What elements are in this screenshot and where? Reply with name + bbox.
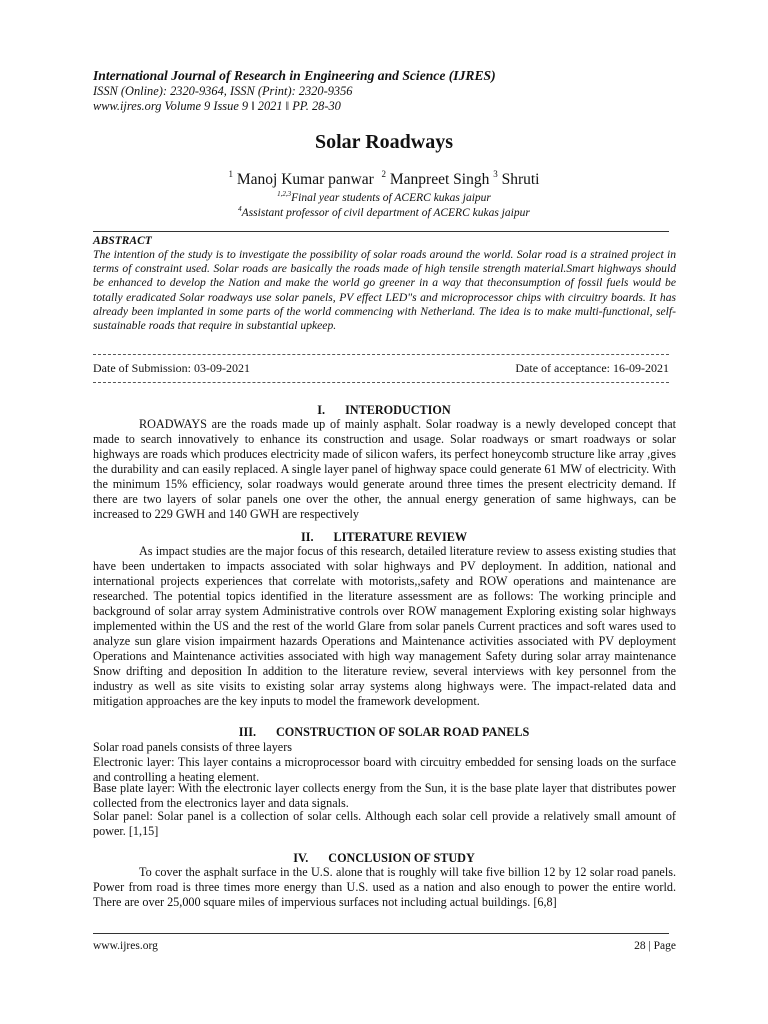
section-number: IV. <box>293 851 309 865</box>
affiliation-2-text: Assistant professor of civil department of ACERC kukas jaipur <box>241 207 530 219</box>
construction-paragraph-2: Electronic layer: This layer contains a microprocessor board with circuitry embedded for sensing loads on the surface and controlling a heating element. <box>93 755 676 784</box>
section-number: III. <box>238 725 256 739</box>
section-heading-construction <box>0 725 768 740</box>
affiliation-2-sup: 4 <box>238 205 242 213</box>
affiliation-2 <box>0 205 768 219</box>
author-2-sup: 2 <box>381 169 386 179</box>
affiliation-1-sup: 1,2,3 <box>277 190 292 198</box>
literature-review-paragraph: As impact studies are the major focus of this research, detailed literature review to assess existing studies that have been undertaken to impacts associated with solar highways and PV deployment. In addition, national and international projects experiences that correlate with motorists,,safety and ROW operations and maintenance are researched. The potential topics identified in the literature assessment are as follows: The working principle and background of solar array system Administrative controls over ROW management Exploring existing solar highways implemented within the US and the rest of the world Glare from solar panels Current practices and soft wares used to analyze sun glare vision impairment hazards Operations and Maintenance activities associated with PV deployment Operations and Maintenance activities associated with high way management Safety during solar array maintenance Snow drifting and deposition In addition to the literature review, several interviews with key personnel from the industry as well as site visits to existing solar array systems along highways were. The impact-related data and mitigation approaches are the key inputs to model the framework development. <box>93 544 676 708</box>
section-heading-conclusion <box>0 851 768 866</box>
section-title: CONSTRUCTION OF SOLAR ROAD PANELS <box>276 725 530 739</box>
affiliation-1 <box>0 190 768 204</box>
affiliation-1-text: Final year students of ACERC kukas jaipur <box>291 192 491 204</box>
section-number: I. <box>317 403 326 417</box>
abstract-top-rule <box>93 231 669 232</box>
abstract-text: The intention of the study is to investigate the possibility of solar roads around the world. Solar road is a strained project in terms of constraint used. Solar roads are basically the roads made of high tensile strength material.Smart highways should be enhanced to develop the Nation and make the world go greener in a way that theconsumption of fossil fuels would be totally eradicated Solar roadways use solar panels, PV effect LED"s and microprocessor chips with circuitry boards. It has already been implanted in some parts of the world commencing with Netherland. The idea is to make multi-functional, self-sustainable roads that require in substantial upkeep. <box>93 248 676 333</box>
footer-rule <box>93 933 669 934</box>
journal-name: International Journal of Research in Engineering and Science (IJRES) <box>93 68 496 83</box>
construction-paragraph-4: Solar panel: Solar panel is a collection of solar cells. Although each solar cell provide a relatively small amount of power. [1,15] <box>93 809 676 838</box>
paper-title: Solar Roadways <box>315 131 453 153</box>
footer-url[interactable]: www.ijres.org <box>93 940 158 952</box>
abstract-heading: ABSTRACT <box>93 235 152 247</box>
page-footer <box>93 940 676 952</box>
conclusion-paragraph: To cover the asphalt surface in the U.S. alone that is roughly will take five billion 12 by 12 solar road panels. Power from road is three times more energy than U.S. used as a nation and also enough to power the entire world. There are over 25,000 square miles of impervious surfaces not including actual buildings. [6,8] <box>93 865 676 909</box>
section-title: INTERODUCTION <box>345 403 451 417</box>
construction-paragraph-3: Base plate layer: With the electronic layer collects energy from the Sun, it is the base plate layer that distributes power collected from the electronics layer and data signals. <box>93 781 676 810</box>
section-heading-introduction <box>0 403 768 418</box>
journal-issue: www.ijres.org Volume 9 Issue 9 ǁ 2021 ǁ PP. 28-30 <box>93 99 341 113</box>
dates-row <box>93 361 669 376</box>
construction-paragraph-1: Solar road panels consists of three layers <box>93 740 293 754</box>
section-title: CONCLUSION OF STUDY <box>328 851 475 865</box>
page-number: 28 | Page <box>634 940 676 952</box>
journal-issn: ISSN (Online): 2320-9364, ISSN (Print): 2320-9356 <box>93 84 353 98</box>
author-1-sup: 1 <box>228 169 233 179</box>
dashed-divider-top <box>93 354 669 355</box>
author-list <box>0 169 768 189</box>
author-3-sup: 3 <box>493 169 498 179</box>
dashed-divider-bottom <box>93 382 669 383</box>
section-heading-literature-review <box>0 530 768 545</box>
author-2: Manpreet Singh <box>389 171 490 188</box>
submission-date: Date of Submission: 03-09-2021 <box>93 361 250 375</box>
author-3: Shruti <box>501 171 540 188</box>
acceptance-date: Date of acceptance: 16-09-2021 <box>515 361 669 375</box>
journal-header <box>93 68 693 114</box>
introduction-paragraph: ROADWAYS are the roads made up of mainly asphalt. Solar roadway is a newly developed concept that made to search innovatively to enhance its construction and usage. Solar roadways or smart roadways or solar highways are roads which produces electricity made of silicon wafers, its perfect honeycomb structure like array ,gives the durability and can easily replaced. A single layer panel of highway space could generate 61 MW of electricity. With the minimum 15% efficiency, solar roadways would generate around three times the present electricity demand. If there are two layers of solar panels one over the other, the annual energy generation of same highways, can be increased to 229 GWH and 140 GWH are respectively <box>93 417 676 521</box>
author-1: Manoj Kumar panwar <box>236 171 374 188</box>
section-number: II. <box>300 530 314 544</box>
section-title: LITERATURE REVIEW <box>333 530 468 544</box>
